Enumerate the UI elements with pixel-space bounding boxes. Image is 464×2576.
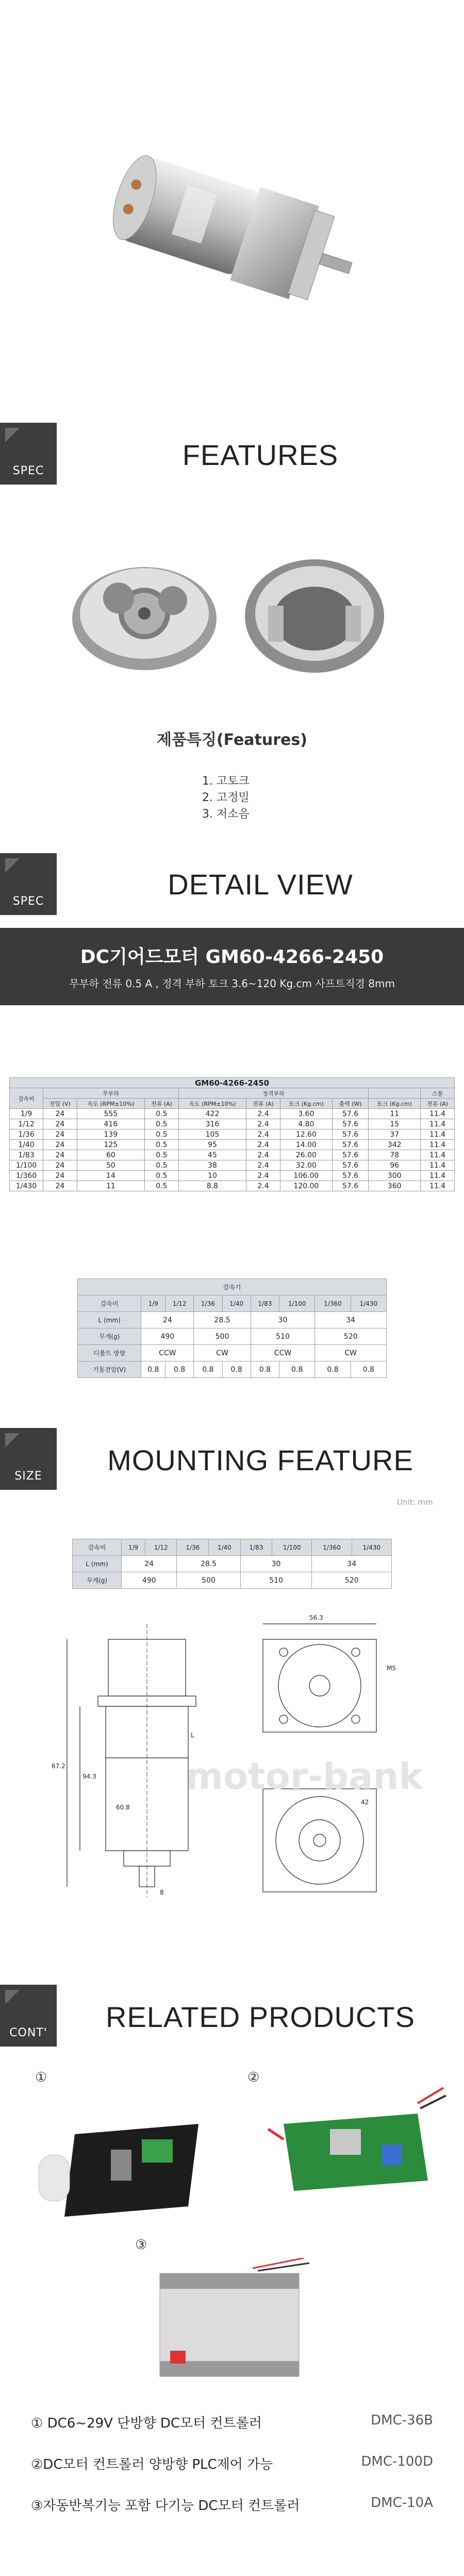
table-cell: 57.6 — [333, 1140, 369, 1150]
table-cell: 57.6 — [333, 1119, 369, 1129]
table-cell: 2.4 — [246, 1129, 280, 1140]
cell: 520 — [312, 1572, 392, 1589]
related-product-1[interactable] — [31, 2413, 433, 2432]
cell: 520 — [315, 1328, 387, 1345]
unit-label: Unit: mm — [397, 1498, 433, 1507]
cell: 510 — [251, 1328, 315, 1345]
product-code: DMC-10A — [371, 2495, 433, 2511]
row-label: 무게(g) — [78, 1328, 141, 1345]
section-title-related: RELATED PRODUCTS — [106, 2001, 415, 2033]
banner-title: DC기어드모터 GM60-4266-2450 — [80, 946, 384, 968]
table-cell: 14.00 — [280, 1140, 332, 1150]
table-cell: 11.4 — [421, 1150, 455, 1160]
table-cell: 45 — [178, 1150, 246, 1160]
table-cell: 15 — [369, 1119, 421, 1129]
spec-col-header: 토크 (Kg.cm) — [369, 1099, 421, 1109]
table-cell: 57.6 — [333, 1129, 369, 1140]
table-cell: 120.00 — [280, 1181, 332, 1191]
row-label: 무게(g) — [73, 1572, 122, 1589]
dim-d2: 42 — [361, 1799, 369, 1806]
features-image-gearbox — [67, 557, 222, 675]
features-image-housing — [237, 554, 392, 678]
table-cell: 1/36 — [10, 1129, 43, 1140]
table-row — [10, 1150, 455, 1160]
mount-col-header: 감속비 — [73, 1539, 122, 1556]
table-cell: 360 — [369, 1181, 421, 1191]
cell: 0.8 — [315, 1361, 351, 1378]
spec-badge — [0, 423, 57, 485]
size-badge — [0, 1428, 57, 1490]
table-cell: 125 — [77, 1140, 144, 1150]
table-cell: 106.00 — [280, 1171, 332, 1181]
table-cell: 1/360 — [10, 1171, 43, 1181]
cell: 500 — [177, 1572, 240, 1589]
table-cell: 78 — [369, 1150, 421, 1160]
table-cell: 2.4 — [246, 1119, 280, 1129]
section-title-detail: DETAIL VIEW — [168, 868, 353, 901]
spec-col-header: 전압 (V) — [43, 1099, 77, 1109]
table-cell: 416 — [77, 1119, 144, 1129]
table-cell: 57.6 — [333, 1109, 369, 1119]
group-noload: 무부하 — [43, 1088, 179, 1099]
table-cell: 422 — [178, 1109, 246, 1119]
spec-badge — [0, 853, 57, 915]
features-list — [202, 773, 357, 823]
table-cell: 0.5 — [145, 1150, 179, 1160]
table-cell: 11.4 — [421, 1140, 455, 1150]
table-cell: 95 — [178, 1140, 246, 1150]
cell: 490 — [122, 1572, 177, 1589]
badge-label: SIZE — [14, 1470, 42, 1483]
table-cell: 24 — [43, 1171, 77, 1181]
group-stall: 스톨 — [421, 1088, 455, 1099]
table-row — [10, 1171, 455, 1181]
spec-col-header: 전류 (A) — [145, 1099, 179, 1109]
spec-col-header: 출력 (W) — [333, 1099, 369, 1109]
row-label: L (mm) — [78, 1312, 141, 1328]
table-cell: 24 — [43, 1109, 77, 1119]
table-cell: 4.80 — [280, 1119, 332, 1129]
dim-d7: 60.8 — [116, 1804, 130, 1811]
feature-item: 1. 고토크 — [202, 775, 250, 788]
spec-col-header: 전류 (A) — [246, 1099, 280, 1109]
product-mark-2: ② — [247, 2070, 260, 2085]
product-name: ① DC6~29V 단방향 DC모터 컨트롤러 — [31, 2416, 262, 2431]
dim-d3: 67.2 — [52, 1763, 65, 1770]
cell: 0.8 — [351, 1361, 386, 1378]
table-cell: 0.5 — [145, 1109, 179, 1119]
spec-col-header: 전류 (A) — [421, 1099, 455, 1109]
mount-col-header: 1/360 — [312, 1539, 352, 1556]
banner-subtitle: 무부하 전류 0.5 A , 정격 부하 토크 3.6~120 Kg.cm 사프트직경 8mm — [69, 977, 395, 990]
related-product-3[interactable] — [31, 2495, 433, 2514]
col-ratio: 감속비 — [10, 1088, 43, 1109]
table-row — [10, 1181, 455, 1191]
spec-col-header: 속도 (RPM±10%) — [77, 1099, 144, 1109]
related-product-2[interactable] — [31, 2454, 433, 2473]
table-row — [10, 1129, 455, 1140]
dim-d8: M5 — [387, 1665, 396, 1672]
table-cell: 0.5 — [145, 1140, 179, 1150]
cell: 24 — [141, 1312, 194, 1328]
table-cell: 0.5 — [145, 1181, 179, 1191]
product-name: ②DC모터 컨트롤러 양방향 PLC제어 가능 — [31, 2457, 273, 2472]
table-cell: 11.4 — [421, 1160, 455, 1171]
section-title-features: FEATURES — [182, 439, 339, 471]
cell: 0.8 — [141, 1361, 165, 1378]
table-cell: 1/9 — [10, 1109, 43, 1119]
spec-table-wrap — [9, 1077, 455, 1191]
table-cell: 11.4 — [421, 1119, 455, 1129]
watermark: motor-bank — [186, 1755, 423, 1798]
detail-banner — [0, 928, 464, 1005]
table-cell: 37 — [369, 1129, 421, 1140]
cell: 0.8 — [194, 1361, 222, 1378]
table-cell: 0.5 — [145, 1119, 179, 1129]
table-cell: 2.4 — [246, 1171, 280, 1181]
mounting-size-table — [72, 1539, 392, 1589]
features-subtitle: 제품특징(Features) — [157, 731, 307, 749]
cell: 0.8 — [165, 1361, 194, 1378]
dim-d5: L — [191, 1732, 194, 1739]
table-cell: 96 — [369, 1160, 421, 1171]
product-name: ③자동반복기능 포함 다기능 DC모터 컨트롤러 — [31, 2498, 300, 2514]
product-image-1[interactable] — [34, 2103, 204, 2222]
feature-item: 2. 고정밀 — [202, 791, 250, 804]
cell: 0.8 — [279, 1361, 314, 1378]
spec-table-model: GM60-4266-2450 — [10, 1078, 455, 1088]
table-cell: 57.6 — [333, 1181, 369, 1191]
table-cell: 26.00 — [280, 1150, 332, 1160]
table-cell: 1/430 — [10, 1181, 43, 1191]
mounting-size-table-wrap — [72, 1539, 392, 1589]
table-cell: 1/100 — [10, 1160, 43, 1171]
badge-label: SPEC — [12, 895, 44, 908]
table-row — [10, 1140, 455, 1150]
table-cell: 32.00 — [280, 1160, 332, 1171]
table-cell: 11 — [369, 1109, 421, 1119]
table-cell: 11.4 — [421, 1181, 455, 1191]
product-mark-3: ③ — [135, 2237, 147, 2253]
mount-col-header: 1/40 — [209, 1539, 241, 1556]
table-cell: 11.4 — [421, 1171, 455, 1181]
table-cell: 12.60 — [280, 1129, 332, 1140]
spec-col-header: 토크 (Kg.cm) — [280, 1099, 332, 1109]
mount-col-header: 1/9 — [122, 1539, 145, 1556]
table-cell: 0.5 — [145, 1171, 179, 1181]
badge-label: SPEC — [12, 464, 44, 477]
table-cell: 2.4 — [246, 1109, 280, 1119]
reducer-col-header: 1/9 — [141, 1295, 165, 1312]
badge-label: CONT' — [9, 2026, 47, 2039]
cell: 0.8 — [251, 1361, 279, 1378]
table-cell: 60 — [77, 1150, 144, 1160]
cell: 28.5 — [194, 1312, 251, 1328]
reducer-col-header: 1/83 — [251, 1295, 279, 1312]
table-cell: 3.60 — [280, 1109, 332, 1119]
table-cell: 24 — [43, 1150, 77, 1160]
table-row — [10, 1109, 455, 1119]
table-cell: 139 — [77, 1129, 144, 1140]
row-label: 기동전압(V) — [78, 1361, 141, 1378]
spec-col-header: 속도 (RPM±10%) — [178, 1099, 246, 1109]
table-cell: 10 — [178, 1171, 246, 1181]
reducer-col-header: 감속비 — [78, 1295, 141, 1312]
row-label: 디폴트 방향 — [78, 1345, 141, 1361]
table-cell: 11.4 — [421, 1109, 455, 1119]
section-title-mounting: MOUNTING FEATURE — [107, 1444, 413, 1476]
cell: CCW — [251, 1345, 315, 1361]
table-cell: 14 — [77, 1171, 144, 1181]
mount-col-header: 1/36 — [177, 1539, 209, 1556]
cell: CW — [315, 1345, 387, 1361]
table-cell: 1/40 — [10, 1140, 43, 1150]
dim-d1: 56.3 — [309, 1614, 323, 1621]
mount-col-header: 1/12 — [145, 1539, 177, 1556]
table-row — [10, 1119, 455, 1129]
mount-col-header: 1/430 — [352, 1539, 391, 1556]
hero-motor-image — [98, 124, 366, 340]
cell: 30 — [251, 1312, 315, 1328]
cell: 24 — [122, 1556, 177, 1572]
table-cell: 1/83 — [10, 1150, 43, 1160]
group-rated: 정격부하 — [178, 1088, 368, 1099]
reducer-col-header: 1/36 — [194, 1295, 222, 1312]
reducer-table — [77, 1278, 387, 1378]
cell: 34 — [312, 1556, 392, 1572]
reducer-col-header: 1/40 — [222, 1295, 251, 1312]
table-cell: 57.6 — [333, 1160, 369, 1171]
product-image-3[interactable] — [150, 2258, 314, 2387]
reducer-col-header: 1/360 — [315, 1295, 351, 1312]
spec-table — [9, 1077, 455, 1191]
dim-d4: 94.3 — [82, 1773, 96, 1780]
table-cell: 8.8 — [178, 1181, 246, 1191]
row-label: L (mm) — [73, 1556, 122, 1572]
cell: 34 — [315, 1312, 387, 1328]
reducer-title: 감속기 — [78, 1279, 387, 1295]
cell: 30 — [240, 1556, 312, 1572]
table-cell: 342 — [369, 1140, 421, 1150]
table-cell: 24 — [43, 1129, 77, 1140]
mount-col-header: 1/100 — [272, 1539, 312, 1556]
mount-col-header: 1/83 — [240, 1539, 272, 1556]
table-cell: 11 — [77, 1181, 144, 1191]
cell: 500 — [194, 1328, 251, 1345]
cell: 0.8 — [222, 1361, 251, 1378]
feature-item: 3. 저소음 — [202, 808, 250, 821]
table-cell: 50 — [77, 1160, 144, 1171]
table-cell: 24 — [43, 1119, 77, 1129]
table-cell: 0.5 — [145, 1129, 179, 1140]
table-cell: 57.6 — [333, 1150, 369, 1160]
cell: CW — [194, 1345, 251, 1361]
table-row — [10, 1160, 455, 1171]
table-cell: 57.6 — [333, 1171, 369, 1181]
cell: 28.5 — [177, 1556, 240, 1572]
table-cell: 2.4 — [246, 1160, 280, 1171]
table-cell: 0.5 — [145, 1160, 179, 1171]
table-cell: 2.4 — [246, 1140, 280, 1150]
table-cell: 105 — [178, 1129, 246, 1140]
reducer-table-wrap — [77, 1278, 387, 1378]
table-cell: 24 — [43, 1160, 77, 1171]
reducer-col-header: 1/100 — [279, 1295, 314, 1312]
table-cell: 11.4 — [421, 1129, 455, 1140]
table-cell: 1/12 — [10, 1119, 43, 1129]
cont-badge — [0, 1985, 57, 2047]
cell: 510 — [240, 1572, 312, 1589]
table-cell: 38 — [178, 1160, 246, 1171]
dim-d6: 8 — [160, 1889, 164, 1896]
table-cell: 2.4 — [246, 1181, 280, 1191]
table-cell: 24 — [43, 1181, 77, 1191]
cell: CCW — [141, 1345, 194, 1361]
product-code: DMC-36B — [371, 2413, 433, 2428]
table-cell: 2.4 — [246, 1150, 280, 1160]
product-mark-1: ① — [35, 2070, 47, 2085]
table-cell: 300 — [369, 1171, 421, 1181]
mounting-drawing — [31, 1603, 433, 1902]
reducer-col-header: 1/430 — [351, 1295, 386, 1312]
table-cell: 316 — [178, 1119, 246, 1129]
product-code: DMC-100D — [361, 2454, 433, 2469]
reducer-col-header: 1/12 — [165, 1295, 194, 1312]
cell: 490 — [141, 1328, 194, 1345]
table-cell: 24 — [43, 1140, 77, 1150]
product-image-2[interactable] — [263, 2083, 449, 2196]
table-cell: 555 — [77, 1109, 144, 1119]
